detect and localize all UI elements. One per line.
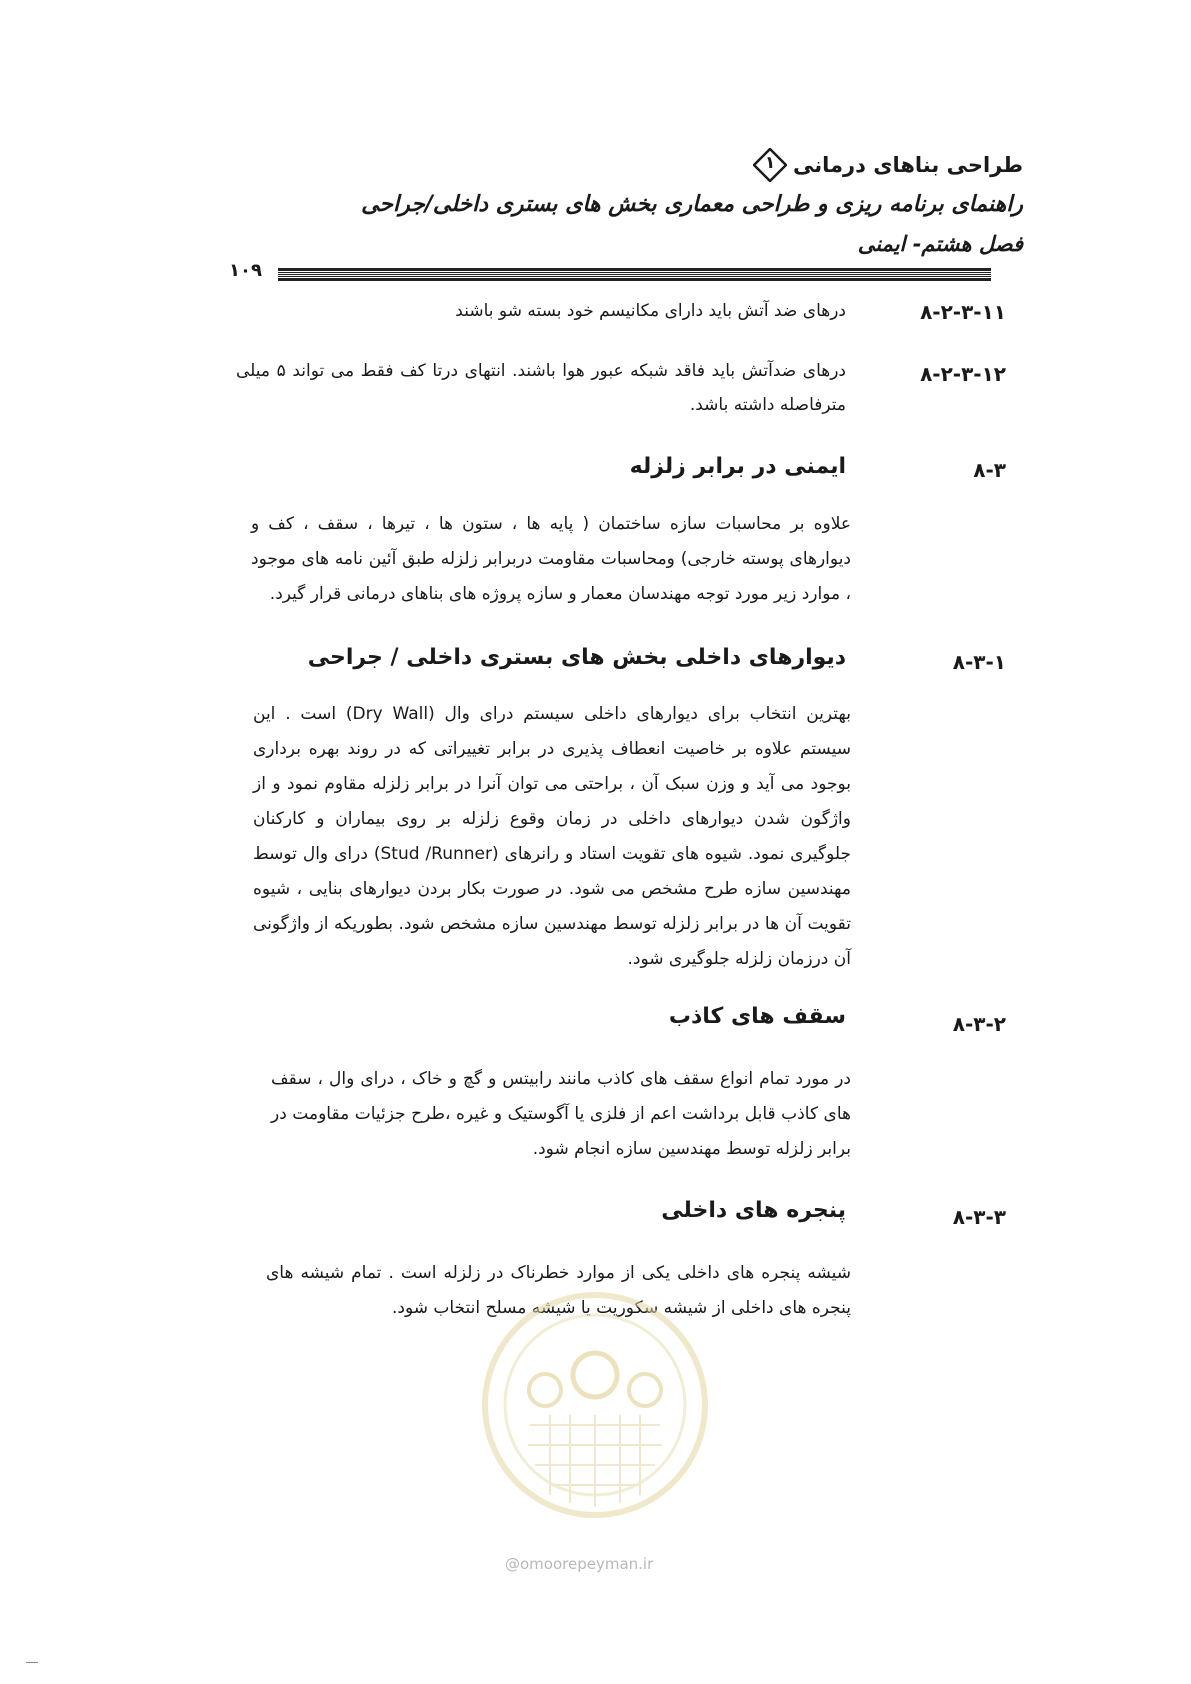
clause-text: درهای ضدآتش باید فاقد شبکه عبور هوا باشند. انتهای درتا کف فقط می تواند ۵ میلی مترفاصله داشته باشد. — [236, 361, 846, 415]
guide-title: راهنمای برنامه ریزی و طراحی معماری بخش های بستری داخلی/جراحی — [361, 192, 1023, 217]
book-title — [753, 148, 1023, 182]
volume-number: ۱ — [764, 153, 776, 173]
section-title: سقف های کاذب — [668, 1004, 846, 1029]
section-number: ۸-۳ — [973, 458, 1006, 482]
clause-number: ۸-۲-۳-۱۲ — [920, 362, 1006, 386]
chapter-title: فصل هشتم- ایمنی — [857, 232, 1023, 256]
book-title-text: طراحی بناهای درمانی — [793, 153, 1023, 177]
volume-badge — [753, 148, 787, 182]
section-number: ۸-۳-۲ — [952, 1012, 1006, 1036]
watermark-text: @omoorepeyman.ir — [505, 1555, 654, 1573]
section-title: دیوارهای داخلی بخش های بستری داخلی / جراحی — [307, 645, 846, 670]
page-number: ۱۰۹ — [229, 260, 262, 281]
header-rule — [278, 268, 991, 281]
section-body: علاوه بر محاسبات سازه ساختمان ( پایه ها ، ستون ها ، تیرها ، سقف ، کف و دیوارهای پوسته خارجی) ومحاسبات مقاومت دربرابر زلزله طبق آئین نامه های موجود ، موارد زیر مورد توجه مهندسان معمار و سازه پروژه های بناهای درمانی قرار گیرد. — [251, 514, 851, 604]
section-title: ایمنی در برابر زلزله — [629, 454, 846, 479]
clause-text: درهای ضد آتش باید دارای مکانیسم خود بسته شو باشند — [455, 301, 846, 321]
section-body: شیشه پنجره های داخلی یکی از موارد خطرناک در زلزله است . تمام شیشه های پنجره های داخلی از شیشه سکوریت یا شیشه مسلح انتخاب شود. — [266, 1263, 851, 1318]
clause-number: ۸-۲-۳-۱۱ — [920, 300, 1006, 324]
watermark-seal — [480, 1255, 710, 1555]
section-number: ۸-۳-۳ — [952, 1205, 1006, 1229]
section-title: پنجره های داخلی — [661, 1198, 846, 1223]
section-body: بهترین انتخاب برای دیوارهای داخلی سیستم درای وال (Dry Wall) است . این سیستم علاوه بر خاصیت انعطاف پذیری در برابر تغییراتی که در روند بهره برداری بوجود می آید و وزن سبک آن ، براحتی می توان آنرا در برابر زلزله مقاوم نمود و از واژگون شدن دیوارهای داخلی در زمان وقوع زلزله بر روی بیماران و کارکنان جلوگیری نمود. شیوه های تقویت استاد و رانرهای (Stud /Runner) درای وال توسط مهندسین سازه طرح مشخص می شود. در صورت بکار بردن دیوارهای بنایی ، شیوه تقویت آن ها در برابر زلزله توسط مهندسین سازه مشخص شود. بطوریکه از واژگونی آن درزمان زلزله جلوگیری شود. — [253, 704, 851, 969]
scan-mark — [26, 1662, 38, 1663]
section-number: ۸-۳-۱ — [952, 650, 1006, 674]
section-body: در مورد تمام انواع سقف های کاذب مانند رابیتس و گچ و خاک ، درای وال ، سقف های کاذب قابل برداشت اعم از فلزی یا آگوستیک و غیره ،طرح جزئیات مقاومت در برابر زلزله توسط مهندسین سازه انجام شود. — [271, 1069, 851, 1159]
